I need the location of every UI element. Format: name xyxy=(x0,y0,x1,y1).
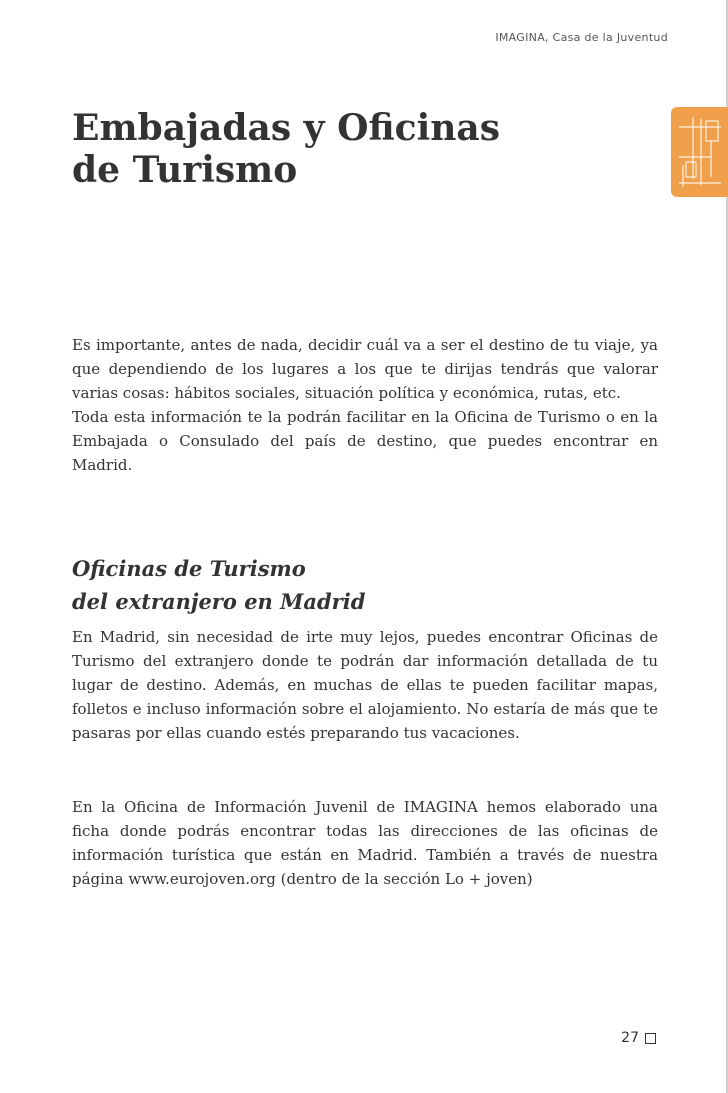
chapter-tab-icon xyxy=(671,107,728,197)
page-title-line-1: Embajadas y Oficinas xyxy=(72,107,501,149)
page-marker-square-icon xyxy=(645,1033,656,1044)
running-header: IMAGINA, Casa de la Juventud xyxy=(495,31,668,44)
page-title-line-2: de Turismo xyxy=(72,149,298,191)
intro-paragraph-1: Es importante, antes de nada, decidir cuál va a ser el destino de tu viaje, ya que dependiendo de los lugares a los que te dirijas tendrás que valorar varias cosas: hábitos sociales, situación política y económica, rutas, etc. xyxy=(72,336,658,402)
section-paragraph-2: En la Oficina de Información Juvenil de IMAGINA hemos elaborado una ficha donde podrás encontrar todas las direcciones de las oficinas de información turística que están en Madrid. También a través de nuestra página www.eurojoven.org (dentro de la sección Lo + joven) xyxy=(72,798,658,888)
section-heading-line-1: Oficinas de Turismo xyxy=(72,556,306,581)
intro-paragraph-2: Toda esta información te la podrán facilitar en la Oficina de Turismo o en la Embajada o Consulado del país de destino, que puedes encontrar en Madrid. xyxy=(72,408,658,474)
section-heading-line-2: del extranjero en Madrid xyxy=(72,589,366,614)
section-paragraph-1: En Madrid, sin necesidad de irte muy lejos, puedes encontrar Oficinas de Turismo del extranjero donde te podrán dar información detallada de tu lugar de destino. Además, en muchas de ellas te pueden facilitar mapas, folletos e incluso información sobre el alojamiento. No estaría de más que te pasaras por ellas cuando estés preparando tus vacaciones. xyxy=(72,628,658,742)
intro-paragraphs xyxy=(72,333,658,477)
page-title xyxy=(72,107,532,191)
section-heading xyxy=(72,552,492,618)
chapter-tab-graphic xyxy=(671,107,728,197)
page-number: 27 xyxy=(621,1030,639,1046)
